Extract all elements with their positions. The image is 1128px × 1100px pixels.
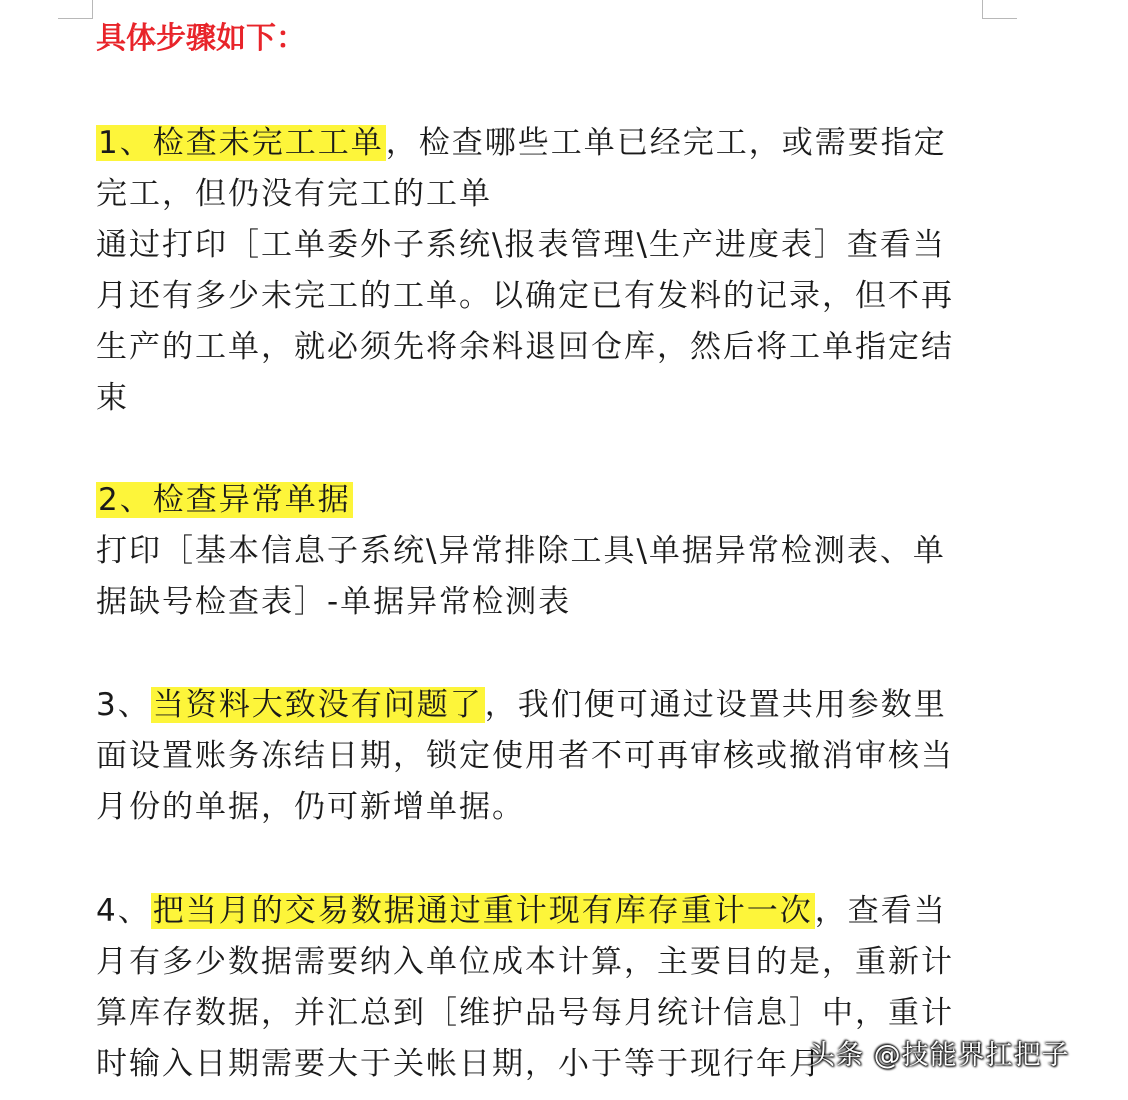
step-1-line-6: 束 (96, 380, 129, 416)
page-corner-mark-left (58, 0, 93, 19)
step-1-line-4: 月还有多少未完工的工单。以确定已有发料的记录，但不再 (96, 278, 954, 314)
step-3-number: 3、 (96, 687, 151, 723)
step-4-line-1-text: ，查看当 (814, 893, 947, 929)
step-1-line-1-text: ，检查哪些工单已经完工，或需要指定 (385, 125, 947, 161)
step-1-title-highlight: 1、检查未完工工单 (98, 125, 384, 161)
step-4-line-2: 月有多少数据需要纳入单位成本计算，主要目的是，重新计 (96, 944, 954, 980)
step-3-paragraph (96, 680, 996, 833)
step-4-line-1 (96, 886, 996, 937)
step-2-line-2: 打印［基本信息子系统\异常排除工具\单据异常检测表、单 (96, 533, 946, 569)
step-4-line-3: 算库存数据，并汇总到［维护品号每月统计信息］中，重计 (96, 995, 954, 1031)
step-1-line-2: 完工，但仍没有完工的工单 (96, 176, 492, 212)
step-3-title-highlight: 当资料大致没有问题了 (152, 687, 483, 723)
step-4-number: 4、 (96, 893, 151, 929)
section-heading: 具体步骤如下： (96, 21, 306, 56)
step-3-line-2: 面设置账务冻结日期，锁定使用者不可再审核或撤消审核当 (96, 738, 954, 774)
step-3-line-1 (96, 680, 996, 731)
step-4-line-4: 时输入日期需要大于关帐日期，小于等于现行年月 (96, 1046, 822, 1082)
step-4-title-highlight: 把当月的交易数据通过重计现有库存重计一次 (152, 893, 813, 929)
source-watermark: 头条 @技能界扛把子 (808, 1040, 1070, 1071)
step-2-line-3: 据缺号检查表］-单据异常检测表 (96, 584, 572, 620)
page-corner-mark-right (982, 0, 1017, 19)
step-2-line-1 (96, 475, 996, 526)
step-1-line-1 (96, 118, 996, 169)
step-2-title-highlight: 2、检查异常单据 (98, 482, 351, 518)
step-1-line-5: 生产的工单，就必须先将余料退回仓库，然后将工单指定结 (96, 329, 954, 365)
step-3-line-1-text: ，我们便可通过设置共用参数里 (484, 687, 947, 723)
step-2-paragraph (96, 475, 996, 628)
step-3-line-3: 月份的单据，仍可新增单据。 (96, 789, 525, 825)
step-1-paragraph (96, 118, 996, 424)
step-1-line-3: 通过打印［工单委外子系统\报表管理\生产进度表］查看当 (96, 227, 946, 263)
